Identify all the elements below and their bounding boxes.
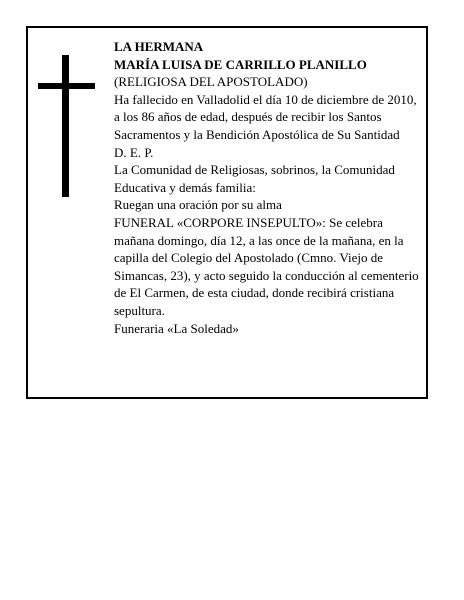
deceased-name: MARÍA LUISA DE CARRILLO PLANILLO	[114, 56, 367, 72]
funeral-home: Funeraria «La Soledad»	[114, 320, 239, 336]
prayer-request: Ruegan una oración por su alma	[114, 197, 282, 213]
religious-order: (RELIGIOSA DEL APOSTOLADO)	[114, 74, 308, 90]
obituary-text-block	[114, 38, 424, 337]
rip-line: D. E. P.	[114, 144, 154, 160]
notice-title: LA HERMANA	[114, 39, 204, 54]
funeral-details: FUNERAL «CORPORE INSEPULTO»: Se celebra mañana domingo, día 12, a las once de la mañana, en la capilla del Colegio del Apostolado (Cmno. Viejo de Simancas, 23), y acto seguido la conducción al cementerio de El Carmen, de esta ciudad, donde recibirá cristiana sepultura.	[114, 214, 419, 318]
cross-horizontal-bar	[38, 83, 95, 89]
death-statement: Ha fallecido en Valladolid el día 10 de diciembre de 2010, a los 86 años de edad, después de recibir los Santos Sacramentos y la Bendición Apostólica de Su Santidad	[114, 91, 417, 142]
cross-vertical-bar	[62, 55, 69, 197]
mourners-line: La Comunidad de Religiosas, sobrinos, la Comunidad Educativa y demás familia:	[114, 162, 395, 195]
